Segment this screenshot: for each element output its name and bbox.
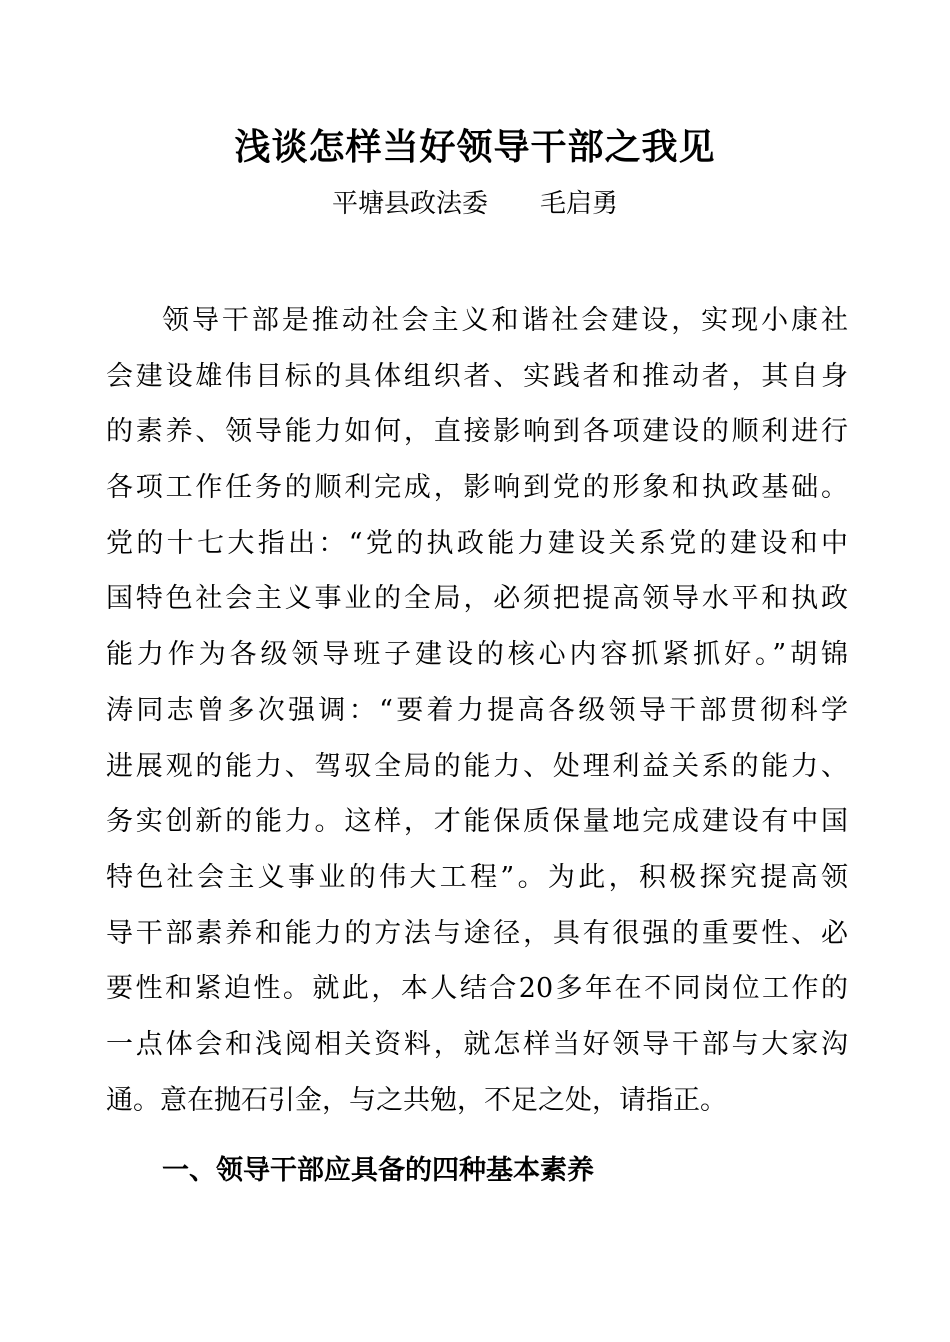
paragraph-line: 通。意在抛石引金，与之共勉，不足之处，请指正。 xyxy=(106,1084,727,1116)
paragraph-line: 党的十七大指出：“党的执政能力建设关系党的建设和中 xyxy=(106,527,848,559)
paragraph-line: 能力作为各级领导班子建设的核心内容抓紧抓好。”胡锦 xyxy=(106,639,848,671)
paragraph-line: 进展观的能力、驾驭全局的能力、处理利益关系的能力、 xyxy=(106,750,848,782)
paragraph-line: 涛同志曾多次强调：“要着力提高各级领导干部贯彻科学 xyxy=(106,694,848,726)
paragraph-line: 导干部素养和能力的方法与途径，具有很强的重要性、必 xyxy=(106,917,848,949)
paragraph-line: 特色社会主义事业的伟大工程”。为此，积极探究提高领 xyxy=(106,861,848,893)
paragraph-line: 各项工作任务的顺利完成，影响到党的形象和执政基础。 xyxy=(106,472,848,504)
document-title: 浅谈怎样当好领导干部之我见 xyxy=(234,127,716,168)
paragraph-line: 的素养、领导能力如何，直接影响到各项建设的顺利进行 xyxy=(106,416,848,448)
paragraph-line: 领导干部是推动社会主义和谐社会建设，实现小康社 xyxy=(162,305,848,336)
paragraph-line: 要性和紧迫性。就此，本人结合20多年在不同岗位工作的 xyxy=(106,973,848,1005)
intro-paragraph xyxy=(106,298,848,1133)
section-heading: 一、领导干部应具备的四种基本素养 xyxy=(162,1155,594,1186)
paragraph-line: 会建设雄伟目标的具体组织者、实践者和推动者，其自身 xyxy=(106,360,848,392)
paragraph-line: 一点体会和浅阅相关资料，就怎样当好领导干部与大家沟 xyxy=(106,1028,848,1060)
paragraph-line: 务实创新的能力。这样，才能保质保量地完成建设有中国 xyxy=(106,806,848,838)
paragraph-line: 国特色社会主义事业的全局，必须把提高领导水平和执政 xyxy=(106,583,848,615)
author-byline: 平塘县政法委 毛启勇 xyxy=(331,189,618,219)
